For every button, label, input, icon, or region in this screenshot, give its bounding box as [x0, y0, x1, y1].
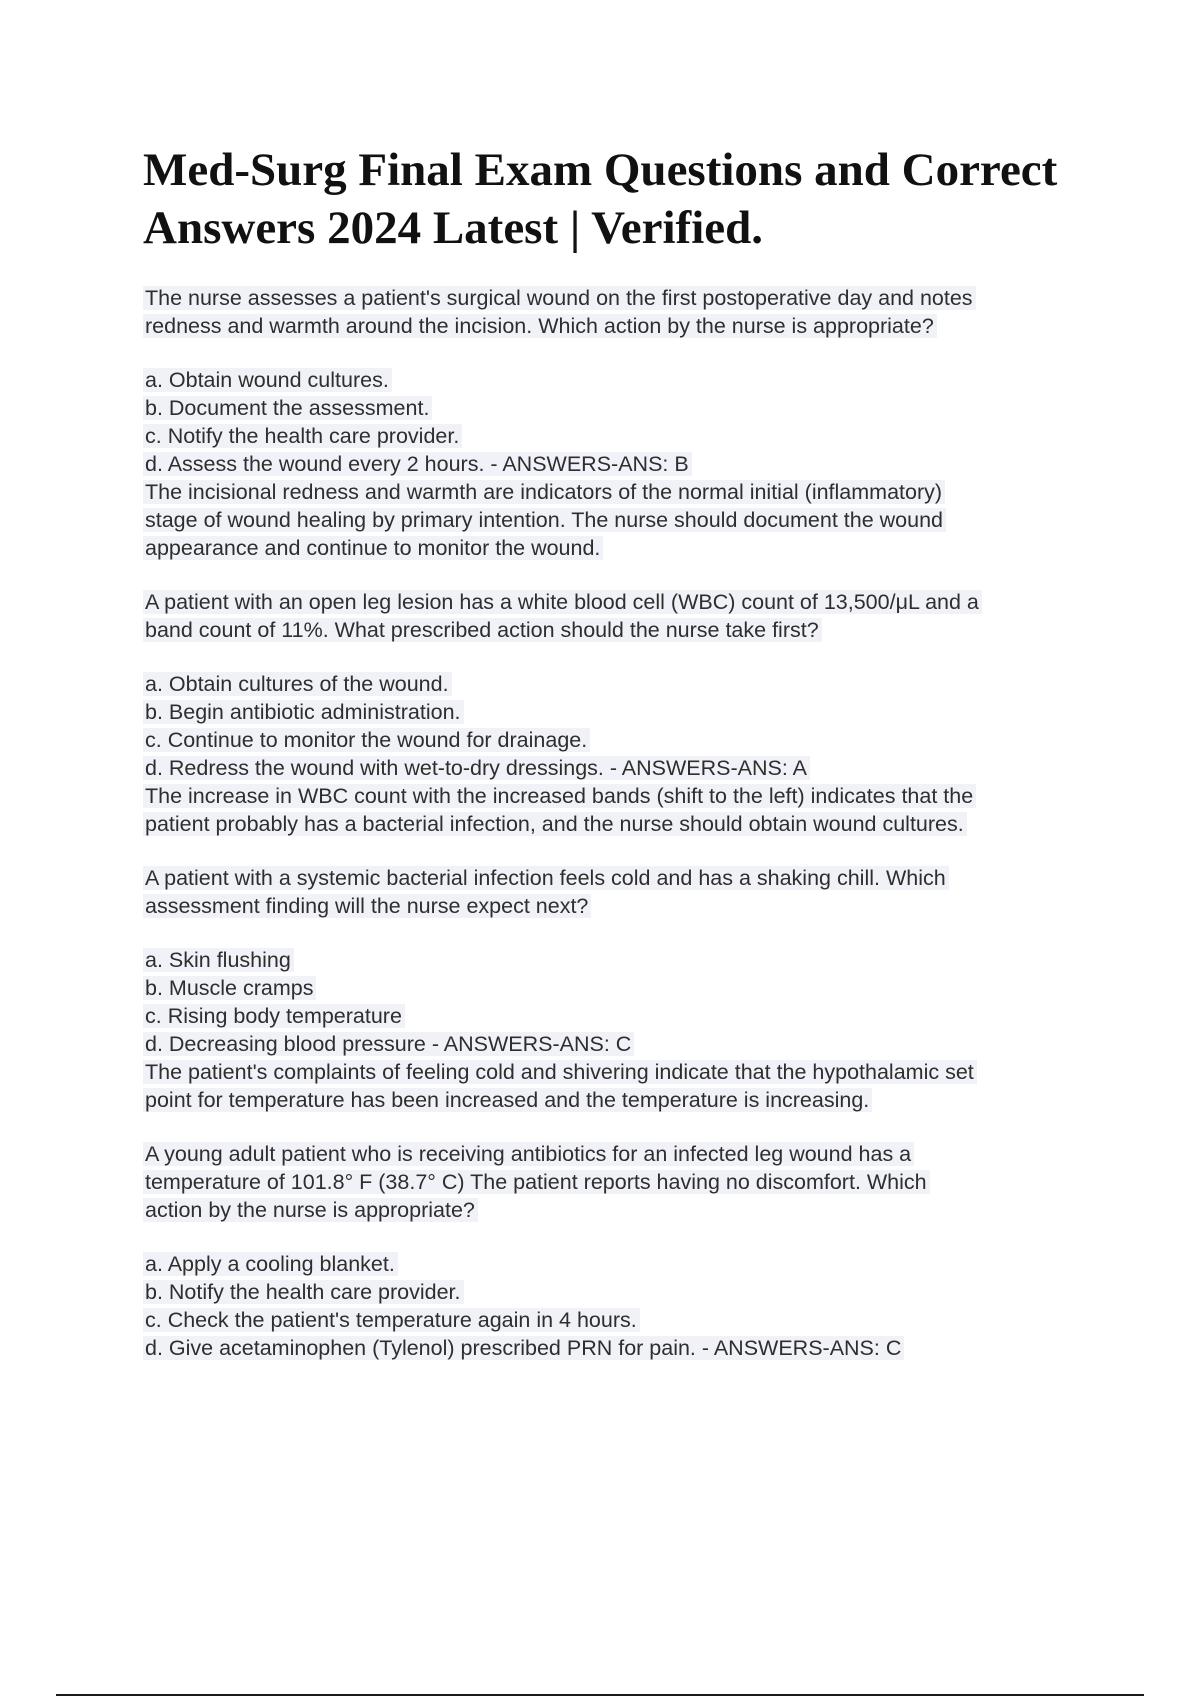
question-block-4 — [143, 1140, 1083, 1362]
question-line: temperature of 101.8° F (38.7° C) The patient reports having no discomfort. Which — [143, 1170, 930, 1194]
question-line: A patient with a systemic bacterial infection feels cold and has a shaking chill. Which — [143, 866, 949, 890]
question-block-3 — [143, 864, 1083, 1114]
option-a: a. Skin flushing — [143, 948, 294, 972]
question-line: assessment finding will the nurse expect next? — [143, 894, 591, 918]
explanation-line: The increase in WBC count with the increased bands (shift to the left) indicates that the — [143, 784, 976, 808]
option-c: c. Check the patient's temperature again in 4 hours. — [143, 1308, 640, 1332]
option-d-with-answer: d. Decreasing blood pressure - ANSWERS-ANS: C — [143, 1032, 634, 1056]
title-line: Answers 2024 Latest | Verified. — [143, 202, 763, 254]
explanation-line: stage of wound healing by primary intention. The nurse should document the wound — [143, 508, 946, 532]
document-body — [143, 284, 1083, 1362]
answer-explanation — [143, 1058, 1083, 1114]
answer-options — [143, 670, 1083, 782]
question-block-2 — [143, 588, 1083, 838]
answer-explanation — [143, 782, 1083, 838]
page-footer-divider — [56, 1694, 1144, 1696]
explanation-line: The incisional redness and warmth are indicators of the normal initial (inflammatory) — [143, 480, 945, 504]
option-c: c. Rising body temperature — [143, 1004, 405, 1028]
question-line: The nurse assesses a patient's surgical wound on the first postoperative day and notes — [143, 286, 976, 310]
option-c: c. Notify the health care provider. — [143, 424, 462, 448]
document-title — [143, 141, 1183, 257]
question-text — [143, 284, 1083, 340]
option-a: a. Obtain wound cultures. — [143, 368, 392, 392]
answer-explanation — [143, 478, 1083, 562]
answer-options — [143, 946, 1083, 1058]
question-line: A patient with an open leg lesion has a white blood cell (WBC) count of 13,500/μL and a — [143, 590, 982, 614]
answer-options — [143, 366, 1083, 478]
question-block-1 — [143, 284, 1083, 562]
option-a: a. Obtain cultures of the wound. — [143, 672, 452, 696]
option-d-with-answer: d. Assess the wound every 2 hours. - ANSWERS-ANS: B — [143, 452, 692, 476]
question-line: redness and warmth around the incision. Which action by the nurse is appropriate? — [143, 314, 937, 338]
question-text — [143, 588, 1083, 644]
option-b: b. Begin antibiotic administration. — [143, 700, 464, 724]
option-c: c. Continue to monitor the wound for drainage. — [143, 728, 590, 752]
option-d-with-answer: d. Give acetaminophen (Tylenol) prescribed PRN for pain. - ANSWERS-ANS: C — [143, 1336, 904, 1360]
option-a: a. Apply a cooling blanket. — [143, 1252, 398, 1276]
title-line: Med-Surg Final Exam Questions and Correct — [143, 144, 1058, 196]
option-d-with-answer: d. Redress the wound with wet-to-dry dressings. - ANSWERS-ANS: A — [143, 756, 810, 780]
question-text — [143, 864, 1083, 920]
question-line: A young adult patient who is receiving antibiotics for an infected leg wound has a — [143, 1142, 914, 1166]
answer-options — [143, 1250, 1083, 1362]
explanation-line: patient probably has a bacterial infection, and the nurse should obtain wound cultures. — [143, 812, 967, 836]
option-b: b. Muscle cramps — [143, 976, 316, 1000]
option-b: b. Document the assessment. — [143, 396, 432, 420]
question-text — [143, 1140, 1083, 1224]
explanation-line: appearance and continue to monitor the wound. — [143, 536, 603, 560]
explanation-line: The patient's complaints of feeling cold and shivering indicate that the hypothalamic set — [143, 1060, 977, 1084]
option-b: b. Notify the health care provider. — [143, 1280, 464, 1304]
question-line: band count of 11%. What prescribed action should the nurse take first? — [143, 618, 822, 642]
question-line: action by the nurse is appropriate? — [143, 1198, 478, 1222]
explanation-line: point for temperature has been increased and the temperature is increasing. — [143, 1088, 872, 1112]
